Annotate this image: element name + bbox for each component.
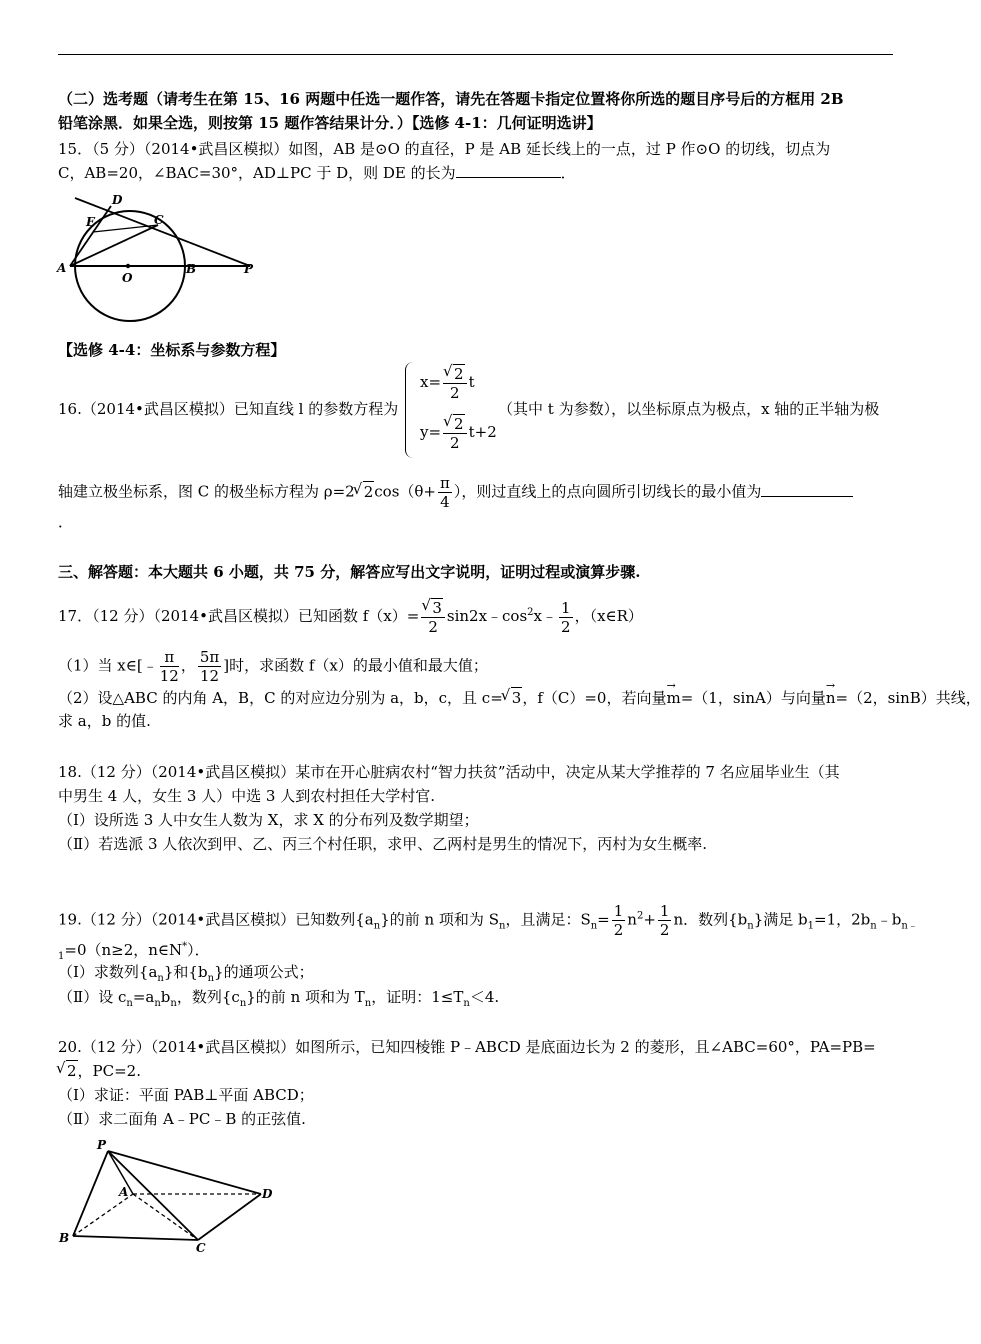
q15-label-b: B [186, 262, 197, 276]
q20-label-a: A [119, 1185, 129, 1199]
q15-label-d: D [112, 193, 123, 207]
q20-label-c: C [196, 1241, 206, 1255]
q16-y-equation: y= √ $\frac{2}{2}$ t+2 [420, 414, 497, 452]
q20-label-b: B [59, 1231, 70, 1245]
q16-system-brace [405, 362, 416, 458]
q17-part2-cont: 求 a，b 的值. [58, 712, 151, 730]
q15-line2: C，AB=20，∠BAC=30°，AD⊥PC 于 D，则 DE 的长为 ． [58, 164, 576, 182]
q16-prefix: 16.（2014•武昌区模拟）已知直线 l 的参数方程为 [58, 400, 399, 418]
q18-line2: 中男生 4 人，女生 3 人）中选 3 人到农村担任大学村官. [58, 787, 436, 805]
top-rule [58, 54, 893, 55]
q15-answer-blank [456, 163, 561, 178]
q17-part2: （2）设△ABC 的内角 A，B，C 的对应边分别为 a，b，c，且 c=√ 3，f（C）=0，若向量 → m=（1，sinA）与向量 → n=（2，sinB）共线， [58, 687, 981, 708]
q17-line1: 17．（12 分）（2014•武昌区模拟）已知函数 f（x）= √ $\frac{3}{2}$ $\sin 2x﹣\cos^2x﹣$ $\frac{1}{2}$ ，（x∈R） [58, 598, 643, 636]
q18-line1: 18.（12 分）（2014•武昌区模拟）某市在开心脏病农村“智力扶贫”活动中，决定从某大学推荐的 7 名应届毕业生（其 [58, 763, 840, 781]
q19-part1: （Ⅰ）求数列$\{a_n\}$和$\{b_n\}$的通项公式； [58, 963, 314, 984]
q15-line1: 15．（5 分）（2014•武昌区模拟）如图，AB 是⊙O 的直径，P 是 AB 延长线上的一点，过 P 作⊙O 的切线，切点为 [58, 140, 831, 158]
q16-line2: 轴建立极坐标系，图 C 的极坐标方程为 ρ=2√ 2cos（θ+ $\frac{\pi}{4}$ ），则过直线上的点向圆所引切线长的最小值为 [58, 474, 853, 511]
q15-label-c: C [154, 213, 164, 227]
q19-line1: 19.（12 分）（2014•武昌区模拟）已知数列$\{a_n\}$的前 n 项和为 $S_n$，且满足：$S_n=$ $\frac{1}{2}$ $n^2+$ $\frac{1}{2}$ n．数列$\{b_n\}$满足 $b_1=1$，$2b_n﹣b_{n﹣}$ [58, 902, 918, 939]
q15-circle-figure [55, 190, 270, 320]
q15-label-a: A [57, 261, 67, 275]
q15-label-p: P [244, 262, 254, 276]
q16-suffix: （其中 t 为参数），以坐标原点为极点，x 轴的正半轴为极 [498, 400, 880, 418]
q16-end-dot: ． [58, 513, 74, 531]
q18-part1: （Ⅰ）设所选 3 人中女生人数为 X，求 X 的分布列及数学期望； [58, 811, 479, 829]
q20-line1: 20.（12 分）（2014•武昌区模拟）如图所示，已知四棱锥 P﹣ABCD 是底面边长为 2 的菱形，且∠ABC=60°，PA=PB= [58, 1038, 876, 1056]
q19-line2: $_1$=0（n≥2，n∈N*）． [58, 941, 210, 962]
q18-part2: （Ⅱ）若选派 3 人依次到甲、乙、丙三个村任职，求甲、乙两村是男生的情况下，丙村为女生概率. [58, 835, 708, 853]
q16-answer-blank [761, 482, 853, 497]
q15-label-e: E [86, 215, 96, 229]
q17-part1: （1）当 x∈[﹣ $\frac{\pi}{12}$ ， $\frac{5\pi}{12}$ ]时，求函数 f（x）的最小值和最大值； [58, 648, 488, 685]
section-3-heading: 三、解答题：本大题共 6 小题，共 75 分，解答应写出文字说明，证明过程或演算步骤. [58, 563, 641, 581]
section-elective-heading-line2: 铅笔涂黑．如果全选，则按第 15 题作答结果计分．）【选修 4-1：几何证明选讲】 [58, 114, 602, 132]
q20-line2: √ 2，PC=2. [58, 1060, 141, 1081]
q20-label-d: D [262, 1187, 273, 1201]
section-4-4-heading: 【选修 4-4：坐标系与参数方程】 [58, 341, 286, 359]
section-elective-heading-line1: （二）选考题（请考生在第 15、16 两题中任选一题作答，请先在答题卡指定位置将你所选的题目序号后的方框用 2B [58, 90, 844, 108]
q16-x-equation: x= √ $\frac{2}{2}$ t [420, 364, 475, 402]
q20-pyramid-figure [55, 1138, 280, 1258]
q20-part1: （Ⅰ）求证：平面 PAB⊥平面 ABCD； [58, 1086, 314, 1104]
q19-part2: （Ⅱ）设 $c_n=a_nb_n$，数列$\{c_n\}$的前 n 项和为 $T_n$，证明：$1\le T_n<4$. [58, 988, 500, 1009]
q20-label-p: P [97, 1138, 107, 1152]
q20-part2: （Ⅱ）求二面角 A﹣PC﹣B 的正弦值. [58, 1110, 306, 1128]
q15-label-o: O [122, 271, 133, 285]
